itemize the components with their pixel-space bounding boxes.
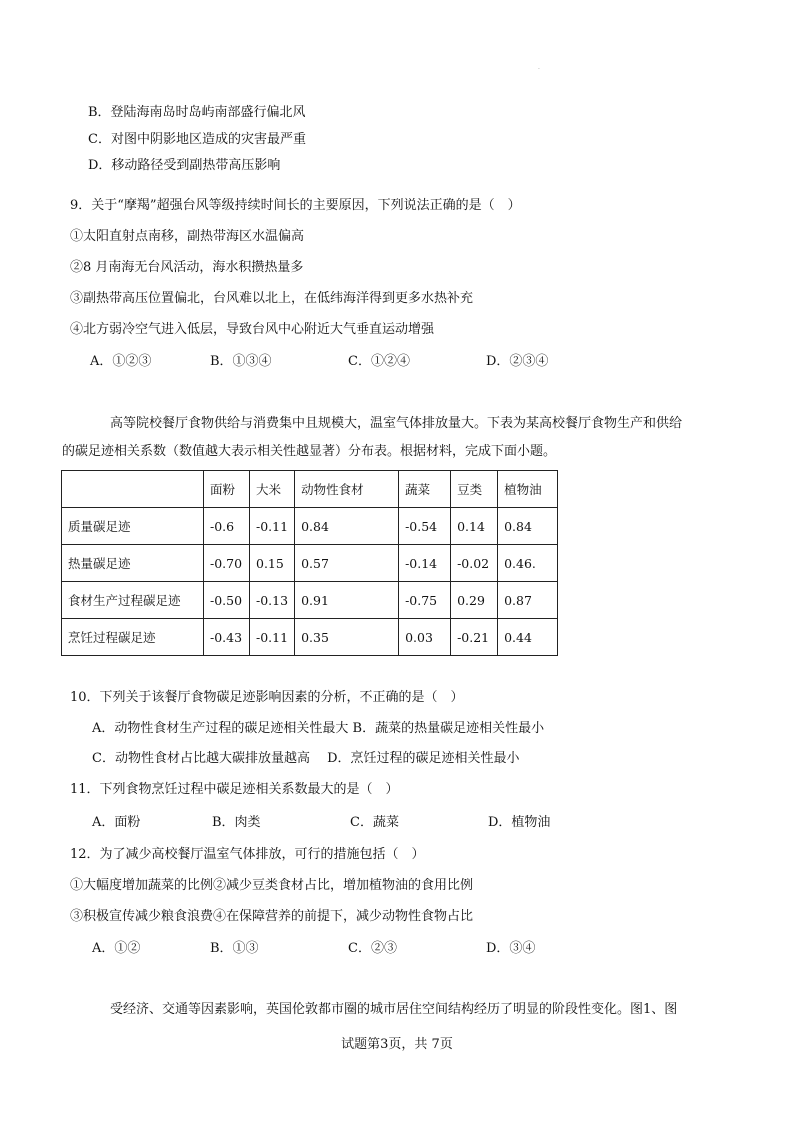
table-cell xyxy=(62,471,204,508)
table-header-cell: 豆类 xyxy=(451,471,498,508)
table-cell: 0.03 xyxy=(399,619,451,656)
table-header-row xyxy=(62,471,558,508)
table-cell: 0.84 xyxy=(295,508,399,545)
table-cell: -0.43 xyxy=(204,619,250,656)
table-header-cell: 植物油 xyxy=(498,471,558,508)
q12-option-a: A．①② xyxy=(92,941,141,956)
table-cell: -0.14 xyxy=(399,545,451,582)
page-footer: 试题第3页，共 7页 xyxy=(341,1037,453,1052)
carbon-footprint-table xyxy=(61,470,558,656)
q8-option-b: B．登陆海南岛时岛屿南部盛行偏北风 xyxy=(88,105,306,120)
scan-dot: · xyxy=(538,66,540,73)
q9-option-a: A．①②③ xyxy=(90,354,152,369)
table-row xyxy=(62,582,558,619)
q12-stem: 12．为了减少高校餐厅温室气体排放，可行的措施包括（ ） xyxy=(70,847,425,862)
q11-option-c: C．蔬菜 xyxy=(350,815,399,830)
q9-option-d: D．②③④ xyxy=(486,354,549,369)
table-cell: -0.6 xyxy=(204,508,250,545)
table-cell: -0.70 xyxy=(204,545,250,582)
q12-item-1: ①大幅度增加蔬菜的比例②减少豆类食材占比，增加植物油的食用比例 xyxy=(70,878,474,893)
table-row-label: 食材生产过程碳足迹 xyxy=(62,582,204,619)
q12-option-b: B．①③ xyxy=(210,941,259,956)
q11-option-d: D．植物油 xyxy=(488,815,551,830)
table-cell: -0.11 xyxy=(250,508,295,545)
q11-stem: 11．下列食物烹饪过程中碳足迹相关系数最大的是（ ） xyxy=(70,782,399,797)
table-header-cell: 面粉 xyxy=(204,471,250,508)
table-cell: 0.29 xyxy=(451,582,498,619)
table-cell: -0.21 xyxy=(451,619,498,656)
q12-option-c: C．②③ xyxy=(348,941,397,956)
q10-options-row-1: A．动物性食材生产过程的碳足迹相关性最大 B．蔬菜的热量碳足迹相关性最小 xyxy=(92,721,545,736)
material-line-2: 的碳足迹相关系数（数值越大表示相关性越显著）分布表。根据材料，完成下面小题。 xyxy=(62,444,557,459)
table-row-label: 质量碳足迹 xyxy=(62,508,204,545)
q9-item-3: ③副热带高压位置偏北，台风难以北上，在低纬海洋得到更多水热补充 xyxy=(70,291,474,306)
table-header-cell: 大米 xyxy=(250,471,295,508)
q11-option-b: B．肉类 xyxy=(212,815,261,830)
table-cell: 0.15 xyxy=(250,545,295,582)
table-cell: 0.14 xyxy=(451,508,498,545)
q12-option-d: D．③④ xyxy=(486,941,536,956)
q11-option-a: A．面粉 xyxy=(92,815,141,830)
table-cell: -0.75 xyxy=(399,582,451,619)
table-cell: -0.54 xyxy=(399,508,451,545)
q8-option-d: D．移动路径受到副热带高压影响 xyxy=(88,158,281,173)
q9-option-b: B．①③④ xyxy=(210,354,272,369)
table-row-label: 烹饪过程碳足迹 xyxy=(62,619,204,656)
table-cell: 0.57 xyxy=(295,545,399,582)
q9-item-4: ④北方弱冷空气进入低层，导致台风中心附近大气垂直运动增强 xyxy=(70,322,435,337)
material-line-1: 高等院校餐厅食物供给与消费集中且规模大，温室气体排放量大。下表为某高校餐厅食物生产和供给 xyxy=(110,416,683,431)
table-row xyxy=(62,508,558,545)
table-cell: -0.13 xyxy=(250,582,295,619)
table-header-cell: 蔬菜 xyxy=(399,471,451,508)
q9-stem: 9．关于“摩羯”超强台风等级持续时间长的主要原因，下列说法正确的是（ ） xyxy=(70,198,521,213)
table-cell: -0.02 xyxy=(451,545,498,582)
table-header-cell: 动物性食材 xyxy=(295,471,399,508)
table-cell: -0.11 xyxy=(250,619,295,656)
table-cell: 0.87 xyxy=(498,582,558,619)
table-cell: 0.35 xyxy=(295,619,399,656)
table-row xyxy=(62,619,558,656)
table-cell: 0.46. xyxy=(498,545,558,582)
q9-item-1: ①太阳直射点南移，副热带海区水温偏高 xyxy=(70,229,305,244)
table-cell: 0.84 xyxy=(498,508,558,545)
q8-option-c: C．对图中阴影地区造成的灾害最严重 xyxy=(88,132,306,147)
table-cell: 0.44 xyxy=(498,619,558,656)
table-row xyxy=(62,545,558,582)
q9-item-2: ②8 月南海无台风活动，海水积攒热量多 xyxy=(70,260,304,275)
next-material-line: 受经济、交通等因素影响，英国伦敦都市圈的城市居住空间结构经历了明显的阶段性变化。图1、图 xyxy=(110,1002,678,1017)
table-row-label: 热量碳足迹 xyxy=(62,545,204,582)
table-cell: -0.50 xyxy=(204,582,250,619)
q10-options-row-2: C．动物性食材占比越大碳排放量越高 D．烹饪过程的碳足迹相关性最小 xyxy=(92,751,520,766)
q9-option-c: C．①②④ xyxy=(348,354,410,369)
q10-stem: 10．下列关于该餐厅食物碳足迹影响因素的分析，不正确的是（ ） xyxy=(70,690,464,705)
table-cell: 0.91 xyxy=(295,582,399,619)
q12-item-2: ③积极宣传减少粮食浪费④在保障营养的前提下，减少动物性食物占比 xyxy=(70,909,474,924)
